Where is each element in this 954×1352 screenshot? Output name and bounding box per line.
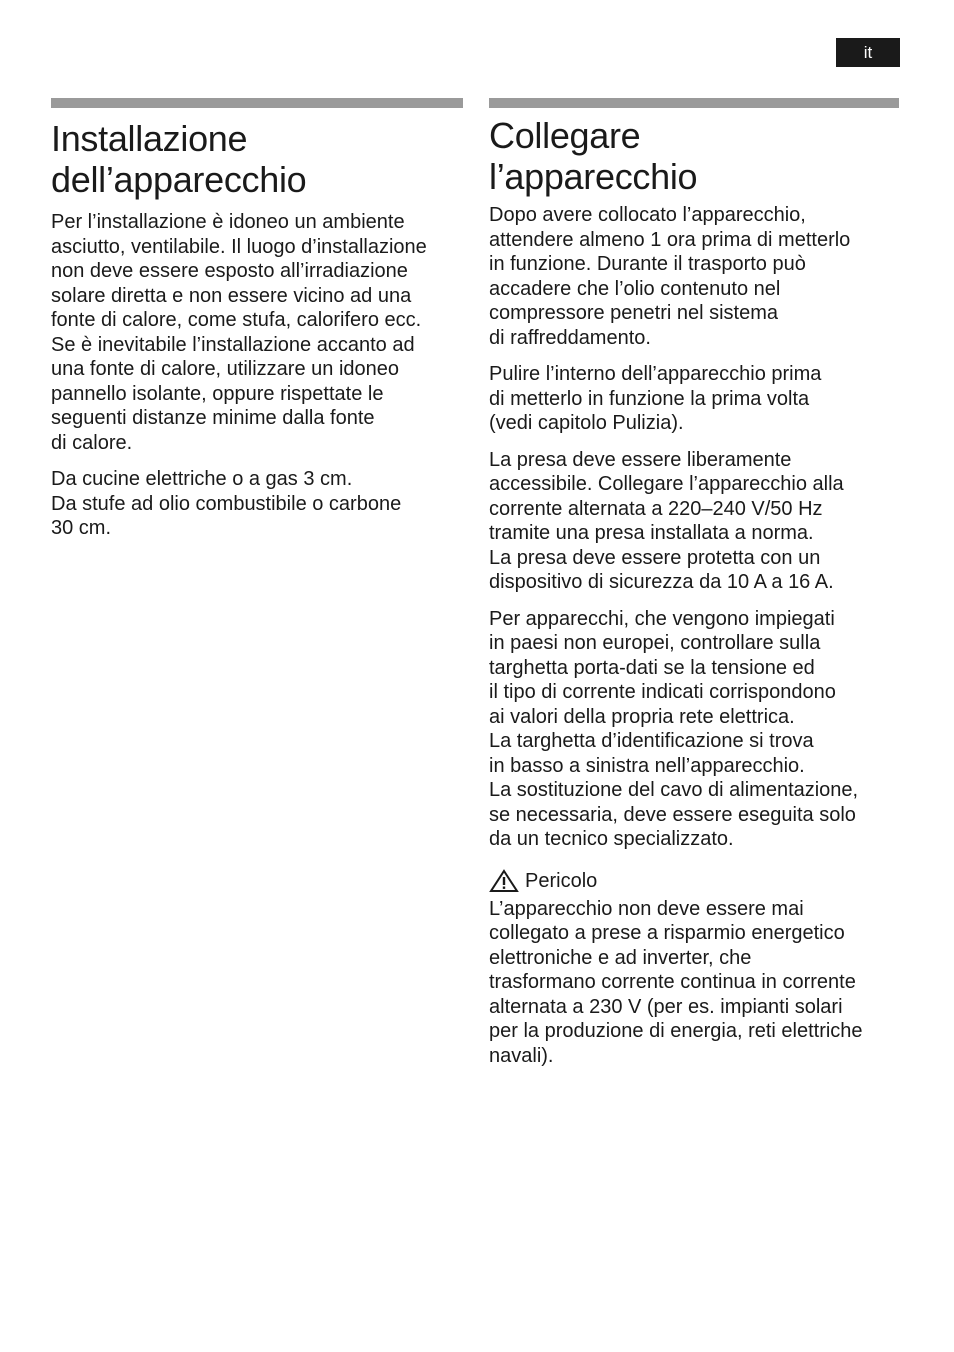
connection-section (489, 98, 899, 1080)
cleaning-paragraph: Pulire l’interno dell’apparecchio prima di metterlo in funzione la prima volta (vedi capitolo Pulizia). (489, 363, 822, 434)
installation-section (51, 98, 463, 553)
warning-triangle-icon (489, 869, 519, 893)
section-title-line1: Installazione (51, 118, 248, 159)
warning-title: Pericolo (525, 869, 598, 892)
distances-paragraph: Da cucine elettriche o a gas 3 cm. Da stufe ad olio combustibile o carbone 30 cm. (51, 468, 402, 539)
non-european-paragraph: Per apparecchi, che vengono impiegati in paesi non europei, controllare sulla targhetta porta-dati se la tensione ed il tipo di corrente indicati corrispondono ai valori della propria rete elettrica. La targhetta d’identificazione si trova in basso a sinistra nell’apparecchio. La sostituzione del cavo di alimentazione, se necessaria, deve essere eseguita solo da un tecnico specializzato. (489, 607, 859, 850)
socket-paragraph: La presa deve essere liberamente accessibile. Collegare l’apparecchio alla corrente alternata a 220–240 V/50 Hz tramite una presa installata a norma. La presa deve essere protetta con un dispositivo di sicurezza da 10 A a 16 A. (489, 448, 844, 593)
section-title (489, 115, 899, 197)
section-title-line2: l’apparecchio (489, 156, 698, 197)
warning-text: L’apparecchio non deve essere mai collegato a prese a risparmio energetico elettroniche e ad inverter, che trasformano corrente continua in corrente alternata a 230 V (per es. impianti solari per la produzione di energia, reti elettriche navali). (489, 897, 863, 1067)
warning-heading (489, 869, 899, 893)
section-divider (489, 98, 899, 108)
waiting-paragraph: Dopo avere collocato l’apparecchio, attendere almeno 1 ora prima di metterlo in funzione. Durante il trasporto può accadere che l’olio contenuto nel compressore penetri nel sistema di raffreddamento. (489, 204, 851, 349)
section-divider (51, 98, 463, 108)
section-title-line2: dell’apparecchio (51, 159, 307, 200)
installation-paragraph: Per l’installazione è idoneo un ambiente asciutto, ventilabile. Il luogo d’installazione non deve essere esposto all’irradiazione solare diretta e non essere vicino ad una fonte di calore, come stufa, calorifero ecc. Se è inevitabile l’installazione accanto ad una fonte di calore, utilizzare un idoneo pannello isolante, oppure rispettate le seguenti distanze minime dalla fonte di calore. (51, 211, 427, 454)
language-badge: it (836, 38, 900, 67)
section-title (51, 118, 463, 200)
section-title-line1: Collegare (489, 115, 641, 156)
